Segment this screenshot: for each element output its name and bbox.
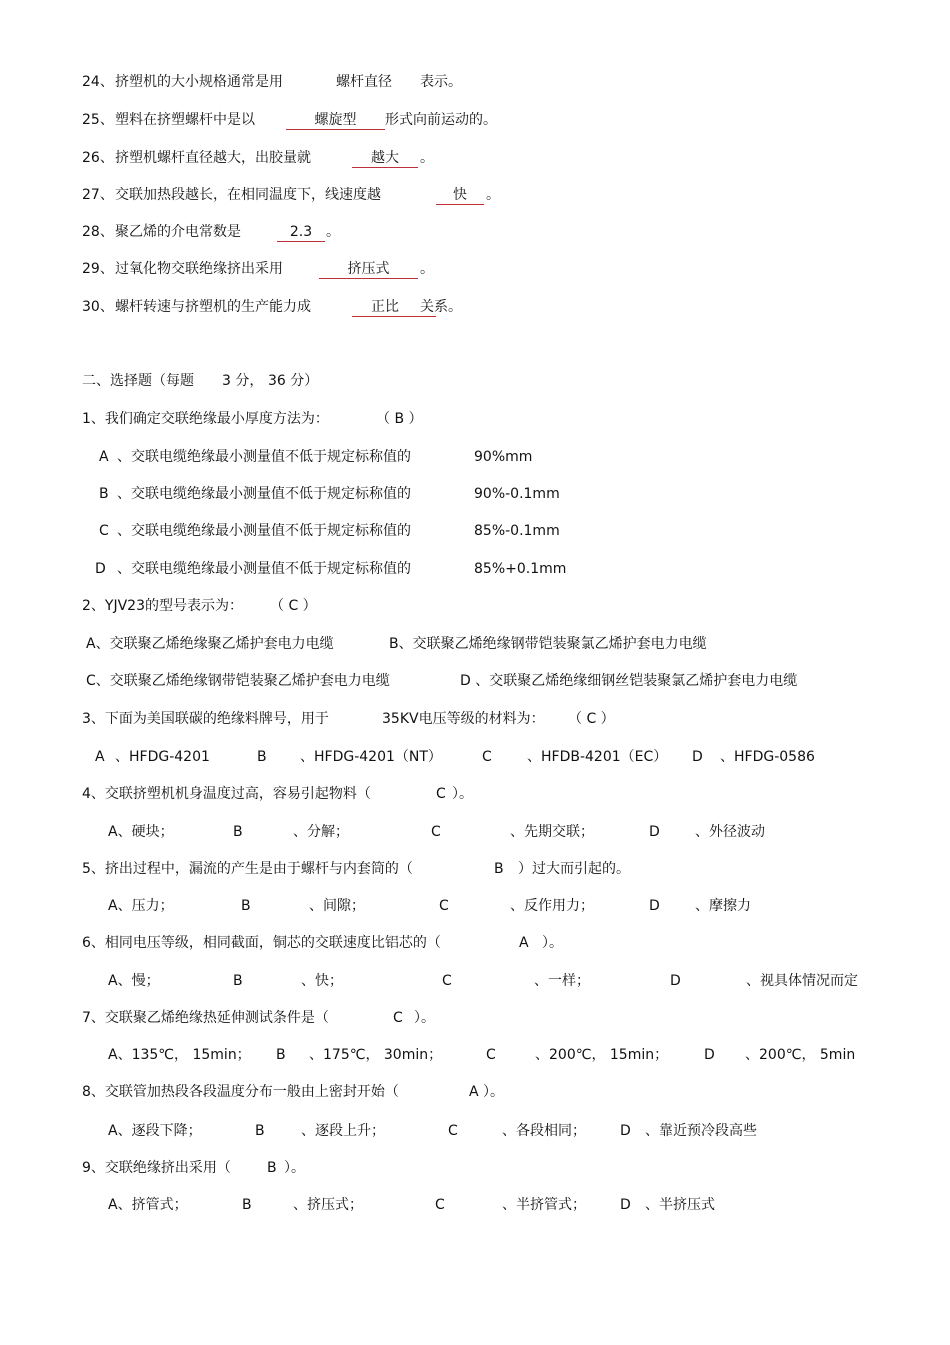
answer-underline — [352, 167, 418, 168]
option-letter: D — [95, 561, 106, 577]
option-letter: B — [255, 1123, 265, 1139]
option-letter: A — [95, 749, 105, 765]
option-text: 、交联电缆绝缘最小测量值不低于规定标称值的 — [117, 486, 411, 502]
question-number: 28、 — [82, 224, 114, 240]
option-a: A、硬块； — [108, 824, 174, 840]
option-b: B、交联聚乙烯绝缘钢带铠装聚氯乙烯护套电力电缆 — [389, 636, 707, 652]
option-c: 、200℃， 15min； — [535, 1047, 669, 1063]
option-letter: C — [448, 1123, 458, 1139]
question-number: 26、 — [82, 150, 114, 166]
section-heading-total: 36 分） — [268, 373, 319, 389]
option-d: 、摩擦力 — [695, 898, 751, 914]
option-letter: D — [620, 1123, 631, 1139]
option-letter: D — [649, 898, 660, 914]
option-a: A、压力； — [108, 898, 174, 914]
option-text: 、交联电缆绝缘最小测量值不低于规定标称值的 — [117, 561, 411, 577]
question-stem: 6、相同电压等级，相同截面，铜芯的交联速度比铝芯的（ — [82, 935, 441, 951]
question-number: 24、 — [82, 74, 114, 90]
option-b: 、快； — [301, 973, 343, 989]
question-stem-voltage: 35KV电压等级的材料为： — [382, 711, 545, 727]
option-letter: D — [704, 1047, 715, 1063]
question-answer: （ C ） — [568, 711, 615, 727]
option-c: 、先期交联； — [510, 824, 594, 840]
question-stem: 9、交联绝缘挤出采用（ — [82, 1160, 231, 1176]
option-d: 、视具体情况而定 — [746, 973, 858, 989]
section-heading-points: 3 分， — [222, 373, 264, 389]
answer-underline — [319, 278, 418, 279]
option-c: 、半挤管式； — [502, 1197, 586, 1213]
option-a: A、交联聚乙烯绝缘聚乙烯护套电力电缆 — [86, 636, 334, 652]
question-answer: C — [436, 786, 446, 802]
option-letter: B — [242, 1197, 252, 1213]
question-stem-end: ）。 — [414, 1010, 435, 1026]
question-text: 聚乙烯的介电常数是 — [115, 224, 241, 240]
answer-underline — [352, 316, 436, 317]
question-answer: （ B ） — [376, 411, 423, 427]
option-letter: B — [233, 824, 243, 840]
answer-underline — [286, 129, 385, 130]
option-letter: B — [241, 898, 251, 914]
option-text: 、HFDG-0586 — [720, 749, 815, 765]
option-text: 、HFDB-4201（EC） — [527, 749, 668, 765]
option-b: 、175℃， 30min； — [309, 1047, 443, 1063]
section-heading-text: 二、选择题（每题 — [82, 373, 194, 389]
question-number: 27、 — [82, 187, 114, 203]
option-b: 、挤压式； — [293, 1197, 363, 1213]
question-answer: B — [494, 861, 504, 877]
option-letter: B — [99, 486, 109, 502]
option-a: A、挤管式； — [108, 1197, 188, 1213]
option-a: A、慢； — [108, 973, 160, 989]
option-letter: D — [692, 749, 703, 765]
answer-text: 螺旋型 — [314, 112, 357, 128]
option-letter: B — [276, 1047, 286, 1063]
option-letter: D — [670, 973, 681, 989]
question-answer: C — [393, 1010, 403, 1026]
question-text: 过氧化物交联绝缘挤出采用 — [115, 261, 283, 277]
question-text: 交联加热段越长，在相同温度下，线速度越 — [115, 187, 381, 203]
option-letter: C — [482, 749, 492, 765]
option-letter: C — [486, 1047, 496, 1063]
question-stem-end: ）过大而引起的。 — [518, 861, 630, 877]
question-text: 螺杆转速与挤塑机的生产能力成 — [115, 299, 311, 315]
question-text-end: 关系。 — [420, 299, 462, 315]
option-letter: B — [233, 973, 243, 989]
option-letter: C — [435, 1197, 445, 1213]
question-text-end: 。 — [486, 187, 500, 203]
option-value: 85%+0.1mm — [474, 561, 567, 577]
question-answer: （ C ） — [270, 598, 317, 614]
question-stem: 7、交联聚乙烯绝缘热延伸测试条件是（ — [82, 1010, 329, 1026]
answer-underline — [277, 241, 325, 242]
question-stem: 2、YJV23的型号表示为： — [82, 598, 243, 614]
option-c: 、各段相同； — [502, 1123, 586, 1139]
question-stem: 5、挤出过程中，漏流的产生是由于螺杆与内套筒的（ — [82, 861, 413, 877]
question-text-end: 。 — [420, 150, 434, 166]
question-answer: B — [267, 1160, 277, 1176]
question-stem-end: ）。 — [542, 935, 563, 951]
option-d: 、200℃， 5min — [745, 1047, 856, 1063]
answer-text: 挤压式 — [347, 261, 390, 277]
option-d: D 、交联聚乙烯绝缘细钢丝铠装聚氯乙烯护套电力电缆 — [460, 673, 798, 689]
question-stem-end: ）。 — [284, 1160, 305, 1176]
question-stem: 8、交联管加热段各段温度分布一般由上密封开始（ — [82, 1084, 399, 1100]
answer-text: 2.3 — [289, 224, 313, 240]
option-value: 85%-0.1mm — [474, 523, 560, 539]
option-c: 、一样； — [534, 973, 590, 989]
option-d: 、外径波动 — [695, 824, 765, 840]
option-b: 、间隙； — [309, 898, 365, 914]
answer-text: 越大 — [371, 150, 399, 166]
option-value: 90%-0.1mm — [474, 486, 560, 502]
question-number: 30、 — [82, 299, 114, 315]
option-letter: A — [99, 449, 109, 465]
option-letter: C — [99, 523, 109, 539]
question-text: 挤塑机的大小规格通常是用 — [115, 74, 283, 90]
option-c: C、交联聚乙烯绝缘钢带铠装聚乙烯护套电力电缆 — [86, 673, 390, 689]
option-text: 、交联电缆绝缘最小测量值不低于规定标称值的 — [117, 449, 411, 465]
question-answer: A — [469, 1084, 479, 1100]
option-b: 、分解； — [293, 824, 349, 840]
question-text-end: 形式向前运动的。 — [385, 112, 497, 128]
option-a: A、逐段下降； — [108, 1123, 202, 1139]
answer-underline — [436, 204, 484, 205]
option-value: 90%mm — [474, 449, 533, 465]
option-letter: C — [442, 973, 452, 989]
option-a: A、135℃， 15min； — [108, 1047, 251, 1063]
option-b: 、逐段上升； — [301, 1123, 385, 1139]
question-text: 塑料在挤塑螺杆中是以 — [115, 112, 255, 128]
option-text: 、交联电缆绝缘最小测量值不低于规定标称值的 — [117, 523, 411, 539]
question-stem: 4、交联挤塑机机身温度过高，容易引起物料（ — [82, 786, 371, 802]
option-letter: D — [620, 1197, 631, 1213]
question-number: 29、 — [82, 261, 114, 277]
question-stem-end: ）。 — [452, 786, 473, 802]
answer-text: 正比 — [371, 299, 399, 315]
question-text: 挤塑机螺杆直径越大，出胶量就 — [115, 150, 311, 166]
option-letter: B — [257, 749, 267, 765]
answer-text: 螺杆直径 — [336, 74, 392, 90]
option-letter: C — [439, 898, 449, 914]
question-stem-end: ）。 — [483, 1084, 504, 1100]
question-number: 25、 — [82, 112, 114, 128]
question-text-end: 。 — [420, 261, 434, 277]
question-stem: 1、我们确定交联绝缘最小厚度方法为： — [82, 411, 329, 427]
question-text-end: 。 — [326, 224, 340, 240]
question-text-end: 表示。 — [420, 74, 462, 90]
option-d: 、靠近预冷段高些 — [645, 1123, 757, 1139]
question-stem: 3、下面为美国联碳的绝缘料牌号，用于 — [82, 711, 329, 727]
answer-text: 快 — [453, 187, 467, 203]
option-d: 、半挤压式 — [645, 1197, 715, 1213]
option-letter: D — [649, 824, 660, 840]
option-letter: C — [431, 824, 441, 840]
option-text: 、HFDG-4201（NT） — [300, 749, 442, 765]
option-c: 、反作用力； — [510, 898, 594, 914]
question-answer: A — [519, 935, 529, 951]
option-text: 、HFDG-4201 — [115, 749, 210, 765]
